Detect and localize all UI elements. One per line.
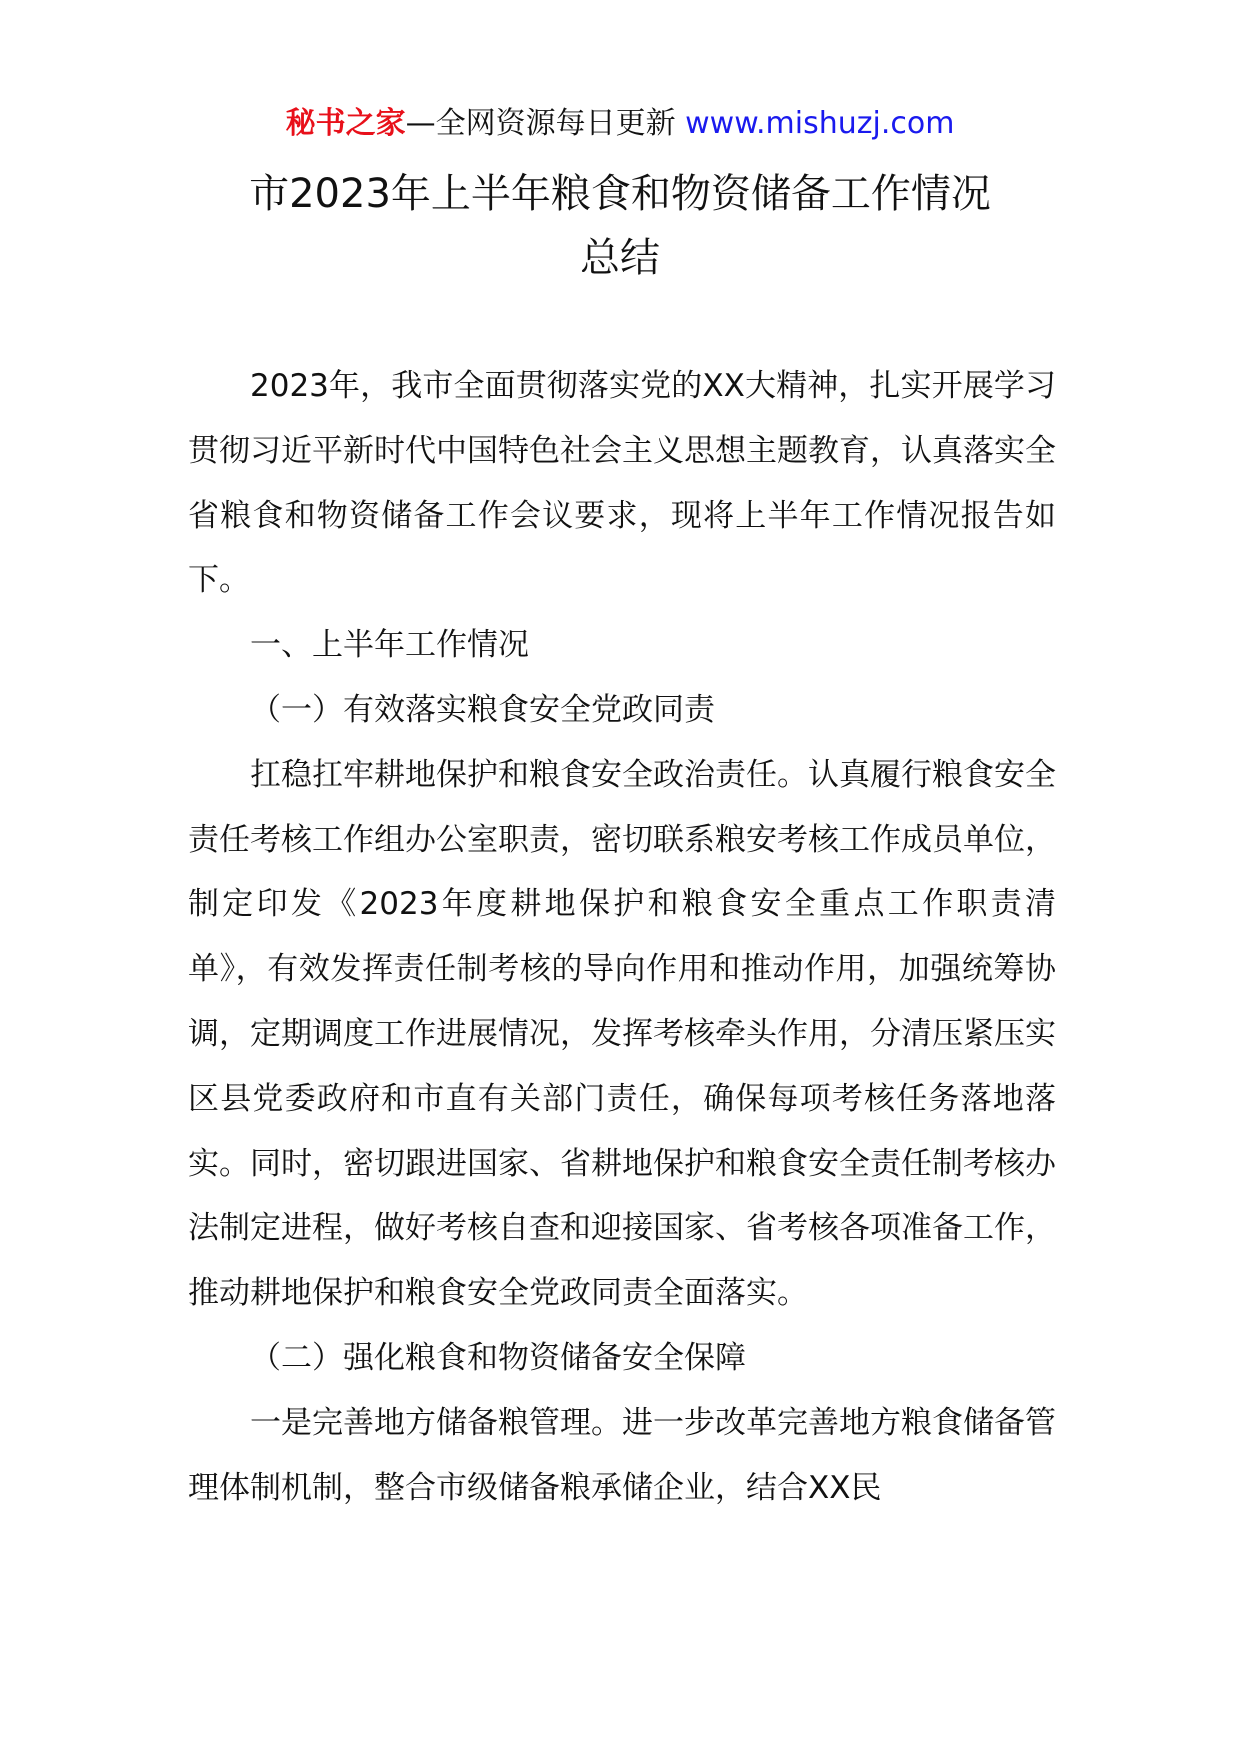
- title-line-1: 市2023年上半年粮食和物资储备工作情况: [249, 171, 991, 217]
- subsection-paragraph-2: 一是完善地方储备粮管理。进一步改革完善地方粮食储备管理体制机制，整合市级储备粮承储企业，结合XX民: [188, 1404, 1056, 1506]
- document-body: [188, 354, 1056, 1520]
- section-heading-1: 一、上半年工作情况: [250, 627, 529, 664]
- site-url-link[interactable]: www.mishuzj.com: [685, 106, 955, 141]
- site-header: [0, 100, 1240, 148]
- subsection-heading-1: （一）有效落实粮食安全党政同责: [250, 691, 715, 728]
- brand-name: 秘书之家: [285, 106, 406, 141]
- subsection-heading-2: （二）强化粮食和物资储备安全保障: [250, 1339, 746, 1376]
- intro-paragraph: 2023年，我市全面贯彻落实党的XX大精神，扎实开展学习贯彻习近平新时代中国特色社会主义思想主题教育，认真落实全省粮食和物资储备工作会议要求，现将上半年工作情况报告如下。: [188, 368, 1056, 599]
- document-title: [150, 162, 1090, 290]
- title-line-2: 总结: [580, 235, 660, 281]
- subsection-paragraph-1: 扛稳扛牢耕地保护和粮食安全政治责任。认真履行粮食安全责任考核工作组办公室职责，密切联系粮安考核工作成员单位，制定印发《2023年度耕地保护和粮食安全重点工作职责清单》，有效发挥责任制考核的导向作用和推动作用，加强统筹协调，定期调度工作进展情况，发挥考核牵头作用，分清压紧压实区县党委政府和市直有关部门责任，确保每项考核任务落地落实。同时，密切跟进国家、省耕地保护和粮食安全责任制考核办法制定进程，做好考核自查和迎接国家、省考核各项准备工作，推动耕地保护和粮食安全党政同责全面落实。: [188, 756, 1056, 1312]
- header-slogan: —全网资源每日更新: [405, 106, 676, 141]
